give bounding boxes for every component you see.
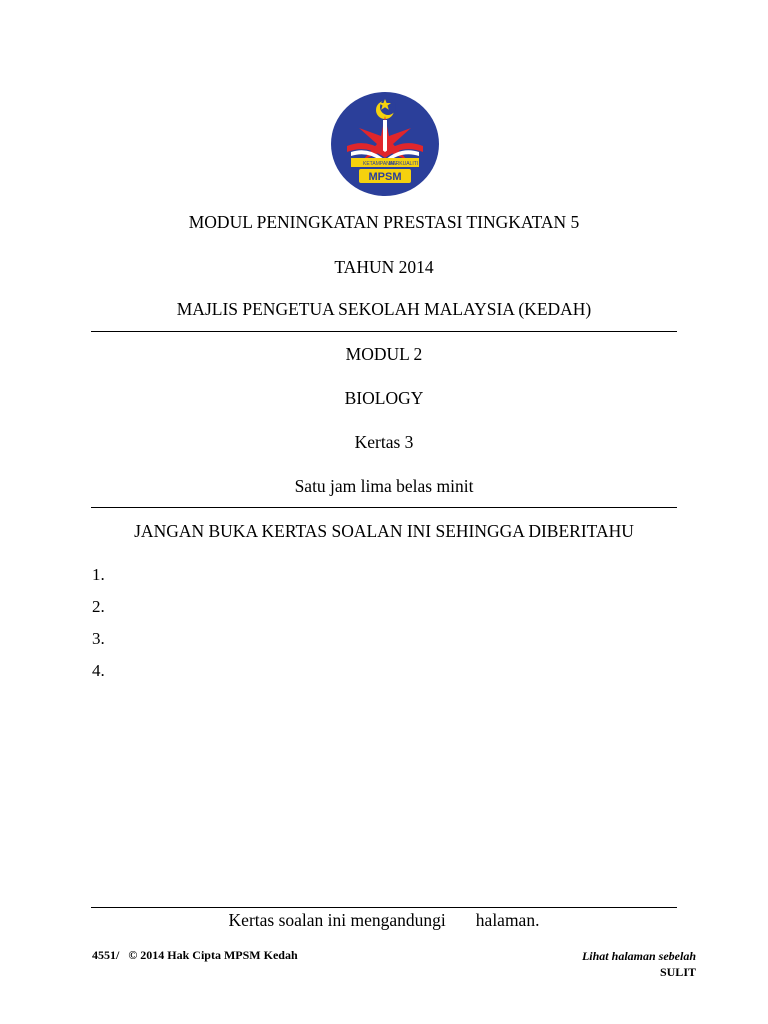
instruction-item: 3. — [92, 629, 105, 648]
ribbon-right-text: BERKUALITI — [389, 161, 419, 167]
instruction-item: 2. — [92, 597, 105, 616]
copyright-line: 4551/ © 2014 Hak Cipta MPSM Kedah — [92, 948, 298, 962]
mpsm-logo — [329, 90, 441, 198]
paper-number: Kertas 3 — [354, 432, 414, 452]
divider-middle — [91, 507, 677, 508]
logo-text: MPSM — [368, 171, 402, 183]
year: TAHUN 2014 — [334, 257, 434, 277]
duration: Satu jam lima belas minit — [294, 476, 474, 496]
instruction-item: 1. — [92, 565, 105, 584]
instruction-item: 4. — [92, 661, 105, 680]
ribbon-left-text: KETAMPANAN — [363, 161, 397, 167]
page-count-note — [0, 909, 768, 931]
page-count-suffix: halaman. — [475, 910, 540, 930]
divider-bottom — [91, 907, 677, 908]
classification-label: SULIT — [659, 965, 696, 979]
instruction-list — [92, 564, 105, 692]
next-page-note: Lihat halaman sebelah — [581, 949, 696, 963]
footer-right — [582, 948, 696, 980]
page-count-text: Kertas soalan ini mengandungi — [228, 910, 446, 930]
warning-text: JANGAN BUKA KERTAS SOALAN INI SEHINGGA DIBERITAHU — [134, 521, 634, 541]
council-name: MAJLIS PENGETUA SEKOLAH MALAYSIA (KEDAH) — [176, 299, 592, 319]
module-title: MODUL PENINGKATAN PRESTASI TINGKATAN 5 — [188, 212, 580, 232]
subject: BIOLOGY — [344, 388, 424, 408]
divider-top — [91, 331, 677, 332]
module-number: MODUL 2 — [345, 344, 423, 364]
